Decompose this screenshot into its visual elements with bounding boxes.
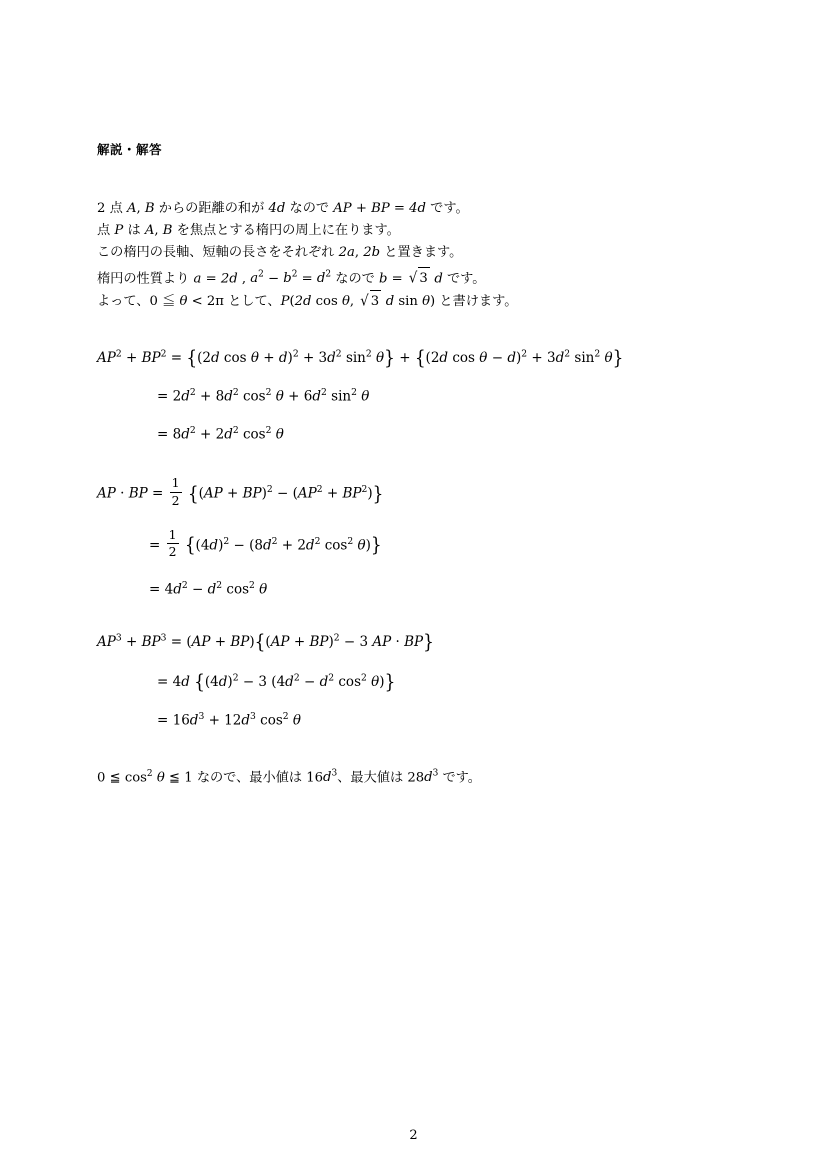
- eq1-line-1: $AP^2 + BP^2 = \{(2d$ $\cos \theta + d)^2 + 3d^2$ $\sin^2 \theta\} + \{(2d$ $\cos \theta - d)^2 + 3d^2$ $\sin^2 \theta$}: [97, 345, 624, 369]
- section-heading: 解説・解答: [97, 142, 163, 157]
- intro-line-5: よって、0 ≦ θ < 2π として、P(2d cos θ, √ 3 d sin θ) と書けます。: [97, 290, 737, 313]
- page-number: 2: [409, 1128, 418, 1143]
- eq3-line-1: $AP^3 + BP^3 = (AP + BP)\{(AP + BP)^2 - 3$ AP · BP}: [97, 629, 434, 653]
- intro-line-2: 点 P は A, B を焦点とする楕円の周上に在ります。: [97, 223, 400, 238]
- eq3-line-2: = 4d {$(4d)^2 - 3$ ($4d^2 - d^2$ $\cos^2 \theta$)}: [157, 669, 396, 693]
- intro-line-1: 2 点 A, B からの距離の和が 4d なので AP + BP = 4d です。: [97, 201, 469, 216]
- eq2-line-1: AP · BP = $\frac{1}{2}$ $\{(AP + BP)^2 - (AP^2 + BP^2)\}$: [97, 475, 384, 508]
- intro-line-3: この楕円の長軸、短軸の長さをそれぞれ 2a, 2b と置きます。: [97, 245, 463, 260]
- eq1-line-3: = $8d^2 + 2d^2$ $\cos^2 \theta$: [157, 424, 284, 443]
- intro-paragraph: [97, 198, 737, 313]
- conclusion-line: 0 ≦ $\cos^2 \theta$ ≦ 1 なので、最小値は $16d^3$、最大値は $28d^3$ です。: [97, 768, 481, 785]
- intro-line-4: 楕円の性質より a = 2d , $a^2 - b^2 = d^2$ なので b = √ 3 d です。: [97, 264, 737, 290]
- equation-group-1: [97, 347, 737, 442]
- eq3-line-3: = $16d^3 + 12d^3$ $\cos^2 \theta$: [157, 711, 302, 729]
- eq2-line-2: = $\frac{1}{2}$ {$(4d)^2 - (8d^2 + 2d^2$ $\cos^2 \theta$)}: [149, 526, 382, 560]
- document-body: [97, 140, 737, 789]
- eq2-line-3: = $4d^2 - d^2$ $\cos^2 \theta$: [149, 579, 268, 597]
- eq1-line-2: = $2d^2 + 8d^2$ $\cos^2 \theta + 6d^2$ $\sin^2 \theta$: [157, 387, 370, 405]
- equation-group-3: [97, 631, 737, 729]
- equation-group-2: [97, 476, 737, 597]
